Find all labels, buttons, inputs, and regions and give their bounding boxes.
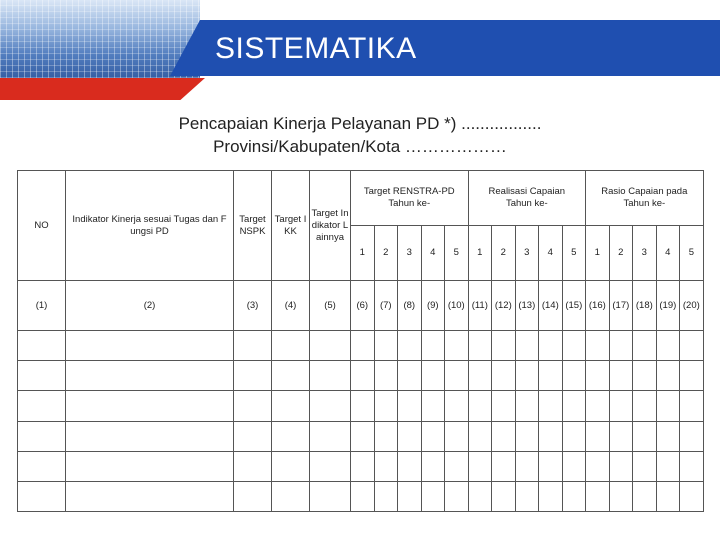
- slide-title: SISTEMATIKA: [215, 32, 417, 65]
- data-cell: [492, 481, 516, 511]
- data-cell: [234, 331, 272, 361]
- data-cell: [310, 391, 351, 421]
- data-cell: [515, 421, 539, 451]
- data-cell: [539, 391, 563, 421]
- index-cell: (9): [421, 281, 445, 331]
- header-target-nspk: Target NSPK: [234, 171, 272, 281]
- data-cell: [562, 451, 586, 481]
- data-cell: [609, 481, 633, 511]
- index-cell: (8): [398, 281, 422, 331]
- index-cell: (17): [609, 281, 633, 331]
- data-cell: [398, 451, 422, 481]
- data-cell: [18, 481, 66, 511]
- year-cell: 2: [492, 226, 516, 281]
- index-cell: (2): [66, 281, 234, 331]
- data-cell: [310, 361, 351, 391]
- data-cell: [539, 451, 563, 481]
- data-cell: [586, 481, 610, 511]
- data-cell: [680, 421, 704, 451]
- index-cell: (13): [515, 281, 539, 331]
- data-row: [18, 391, 704, 421]
- data-cell: [445, 391, 469, 421]
- data-cell: [351, 451, 375, 481]
- data-cell: [234, 421, 272, 451]
- data-cell: [66, 481, 234, 511]
- data-cell: [310, 451, 351, 481]
- data-cell: [66, 391, 234, 421]
- data-cell: [374, 331, 398, 361]
- index-cell: (4): [272, 281, 310, 331]
- data-cell: [539, 331, 563, 361]
- year-cell: 2: [609, 226, 633, 281]
- index-cell: (16): [586, 281, 610, 331]
- data-row: [18, 421, 704, 451]
- year-cell: 5: [445, 226, 469, 281]
- data-cell: [351, 391, 375, 421]
- data-cell: [586, 421, 610, 451]
- data-cell: [272, 361, 310, 391]
- data-cell: [633, 481, 657, 511]
- index-cell: (7): [374, 281, 398, 331]
- data-cell: [492, 391, 516, 421]
- header-target-renstra: Target RENSTRA-PD Tahun ke-: [351, 171, 469, 226]
- data-cell: [234, 481, 272, 511]
- header-indikator: Indikator Kinerja sesuai Tugas dan Fungsi PD: [66, 171, 234, 281]
- data-cell: [445, 451, 469, 481]
- data-cell: [445, 361, 469, 391]
- index-cell: (14): [539, 281, 563, 331]
- data-cell: [656, 361, 680, 391]
- data-cell: [656, 481, 680, 511]
- index-cell: (1): [18, 281, 66, 331]
- data-cell: [351, 331, 375, 361]
- data-cell: [633, 331, 657, 361]
- index-cell: (15): [562, 281, 586, 331]
- data-cell: [398, 481, 422, 511]
- data-cell: [562, 331, 586, 361]
- data-cell: [18, 331, 66, 361]
- data-cell: [374, 361, 398, 391]
- index-cell: (6): [351, 281, 375, 331]
- year-cell: 2: [374, 226, 398, 281]
- data-cell: [586, 391, 610, 421]
- data-cell: [234, 451, 272, 481]
- data-cell: [492, 421, 516, 451]
- data-cell: [421, 421, 445, 451]
- data-cell: [398, 331, 422, 361]
- index-cell: (11): [468, 281, 492, 331]
- header-realisasi: Realisasi Capaian Tahun ke-: [468, 171, 586, 226]
- data-cell: [656, 421, 680, 451]
- data-cell: [445, 331, 469, 361]
- data-cell: [310, 481, 351, 511]
- data-cell: [562, 481, 586, 511]
- year-cell: 4: [421, 226, 445, 281]
- data-row: [18, 451, 704, 481]
- data-cell: [272, 451, 310, 481]
- data-cell: [633, 421, 657, 451]
- index-cell: (19): [656, 281, 680, 331]
- data-cell: [18, 391, 66, 421]
- data-cell: [374, 391, 398, 421]
- data-cell: [445, 421, 469, 451]
- data-cell: [633, 391, 657, 421]
- year-cell: 4: [656, 226, 680, 281]
- data-row: [18, 361, 704, 391]
- data-cell: [66, 331, 234, 361]
- data-cell: [680, 331, 704, 361]
- header-red-accent: [0, 78, 205, 100]
- data-cell: [421, 331, 445, 361]
- index-cell: (10): [445, 281, 469, 331]
- data-cell: [374, 481, 398, 511]
- year-cell: 4: [539, 226, 563, 281]
- data-cell: [680, 451, 704, 481]
- header-rasio: Rasio Capaian pada Tahun ke-: [586, 171, 704, 226]
- year-cell: 5: [680, 226, 704, 281]
- data-cell: [656, 331, 680, 361]
- data-cell: [272, 331, 310, 361]
- index-row: [18, 281, 704, 331]
- index-cell: (3): [234, 281, 272, 331]
- data-cell: [468, 331, 492, 361]
- data-cell: [66, 421, 234, 451]
- data-cell: [492, 361, 516, 391]
- data-cell: [656, 451, 680, 481]
- data-cell: [468, 481, 492, 511]
- data-cell: [515, 481, 539, 511]
- year-cell: 1: [351, 226, 375, 281]
- data-cell: [656, 391, 680, 421]
- index-cell: (12): [492, 281, 516, 331]
- data-cell: [468, 361, 492, 391]
- data-cell: [18, 451, 66, 481]
- data-cell: [398, 391, 422, 421]
- year-cell: 1: [586, 226, 610, 281]
- data-cell: [562, 391, 586, 421]
- data-cell: [539, 421, 563, 451]
- data-cell: [609, 421, 633, 451]
- data-row: [18, 481, 704, 511]
- index-cell: (18): [633, 281, 657, 331]
- data-cell: [18, 421, 66, 451]
- year-cell: 5: [562, 226, 586, 281]
- data-cell: [515, 361, 539, 391]
- index-cell: (20): [680, 281, 704, 331]
- data-cell: [515, 331, 539, 361]
- data-cell: [609, 331, 633, 361]
- data-cell: [234, 361, 272, 391]
- data-cell: [562, 421, 586, 451]
- empty-rows: [18, 331, 704, 512]
- data-cell: [421, 361, 445, 391]
- data-cell: [445, 481, 469, 511]
- data-cell: [66, 451, 234, 481]
- data-cell: [609, 391, 633, 421]
- data-cell: [398, 361, 422, 391]
- data-cell: [680, 361, 704, 391]
- data-cell: [492, 331, 516, 361]
- header-target-ikk: Target IKK: [272, 171, 310, 281]
- data-cell: [272, 391, 310, 421]
- data-cell: [351, 361, 375, 391]
- data-cell: [421, 481, 445, 511]
- data-cell: [562, 361, 586, 391]
- data-cell: [310, 421, 351, 451]
- header-target-indikator-lainnya: Target Indikator Lainnya: [310, 171, 351, 281]
- data-cell: [374, 421, 398, 451]
- data-cell: [586, 331, 610, 361]
- subtitle-line-1: Pencapaian Kinerja Pelayanan PD *) .................: [178, 114, 542, 133]
- year-cell: 1: [468, 226, 492, 281]
- data-cell: [374, 451, 398, 481]
- year-cell: 3: [633, 226, 657, 281]
- data-cell: [633, 361, 657, 391]
- data-cell: [234, 391, 272, 421]
- data-cell: [421, 391, 445, 421]
- data-cell: [272, 481, 310, 511]
- data-cell: [515, 451, 539, 481]
- data-cell: [609, 361, 633, 391]
- data-cell: [539, 361, 563, 391]
- data-cell: [468, 421, 492, 451]
- data-cell: [18, 361, 66, 391]
- performance-table: [17, 170, 704, 512]
- year-cell: 3: [515, 226, 539, 281]
- subtitle-line-2: Provinsi/Kabupaten/Kota ………………: [213, 137, 507, 156]
- data-cell: [351, 421, 375, 451]
- data-cell: [398, 421, 422, 451]
- data-cell: [539, 481, 563, 511]
- data-row: [18, 331, 704, 361]
- data-cell: [272, 421, 310, 451]
- data-cell: [66, 361, 234, 391]
- data-cell: [680, 391, 704, 421]
- data-cell: [680, 481, 704, 511]
- data-cell: [310, 331, 351, 361]
- year-cell: 3: [398, 226, 422, 281]
- data-cell: [515, 391, 539, 421]
- data-cell: [492, 451, 516, 481]
- data-cell: [351, 481, 375, 511]
- header-no: NO: [18, 171, 66, 281]
- data-cell: [586, 361, 610, 391]
- data-cell: [633, 451, 657, 481]
- data-cell: [468, 391, 492, 421]
- data-cell: [609, 451, 633, 481]
- data-cell: [586, 451, 610, 481]
- data-cell: [468, 451, 492, 481]
- index-cell: (5): [310, 281, 351, 331]
- header-grid-pattern: [0, 0, 200, 78]
- data-cell: [421, 451, 445, 481]
